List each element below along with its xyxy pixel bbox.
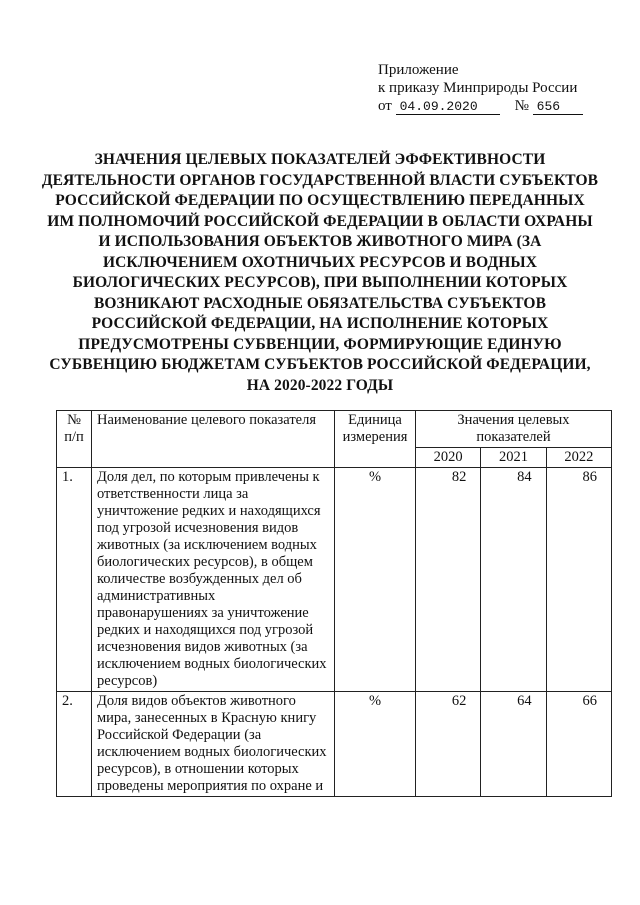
row-value-2021: 84	[481, 468, 546, 692]
appendix-order-ref: к приказу Минприроды России	[378, 80, 578, 96]
from-label: от	[378, 98, 392, 114]
header-unit: Единица измерения	[335, 411, 416, 468]
row-unit: %	[335, 692, 416, 797]
row-value-2022: 66	[546, 692, 611, 797]
header-name: Наименование целевого показателя	[92, 411, 335, 468]
header-num: № п/п	[57, 411, 92, 468]
order-number: 656	[533, 100, 583, 115]
header-values: Значения целевых показателей	[416, 411, 612, 448]
table-header-row	[57, 411, 612, 448]
table-row	[57, 692, 612, 797]
row-name: Доля видов объектов животного мира, занесенных в Красную книгу Российской Федерации (за исключением водных биологических ресурсов), в отношении которых проведены мероприятия по охране и	[92, 692, 335, 797]
row-value-2020: 62	[416, 692, 481, 797]
header-year-2022: 2022	[546, 448, 611, 468]
appendix-date-number-line	[378, 97, 583, 115]
indicators-table	[56, 410, 612, 797]
row-value-2022: 86	[546, 468, 611, 692]
row-unit: %	[335, 468, 416, 692]
document-title: ЗНАЧЕНИЯ ЦЕЛЕВЫХ ПОКАЗАТЕЛЕЙ ЭФФЕКТИВНОСТИ ДЕЯТЕЛЬНОСТИ ОРГАНОВ ГОСУДАРСТВЕННОЙ ВЛАСТИ СУБЪЕКТОВ РОССИЙСКОЙ ФЕДЕРАЦИИ ПО ОСУЩЕСТВЛЕНИЮ ПЕРЕДАННЫХ ИМ ПОЛНОМОЧИЙ РОССИЙСКОЙ ФЕДЕРАЦИИ В ОБЛАСТИ ОХРАНЫ И ИСПОЛЬЗОВАНИЯ ОБЪЕКТОВ ЖИВОТНОГО МИРА (ЗА ИСКЛЮЧЕНИЕМ ОХОТНИЧЬИХ РЕСУРСОВ И ВОДНЫХ БИОЛОГИЧЕСКИХ РЕСУРСОВ), ПРИ ВЫПОЛНЕНИИ КОТОРЫХ ВОЗНИКАЮТ РАСХОДНЫЕ ОБЯЗАТЕЛЬСТВА СУБЪЕКТОВ РОССИЙСКОЙ ФЕДЕРАЦИИ, НА ИСПОЛНЕНИЕ КОТОРЫХ ПРЕДУСМОТРЕНЫ СУБВЕНЦИИ, ФОРМИРУЮЩИЕ ЕДИНУЮ СУБВЕНЦИЮ БЮДЖЕТАМ СУБЪЕКТОВ РОССИЙСКОЙ ФЕДЕРАЦИИ, НА 2020-2022 ГОДЫ	[41, 151, 599, 394]
header-year-2021: 2021	[481, 448, 546, 468]
table-row	[57, 468, 612, 692]
row-value-2021: 64	[481, 692, 546, 797]
row-num: 1.	[57, 468, 92, 692]
appendix-block	[378, 61, 583, 115]
row-name: Доля дел, по которым привлечены к ответственности лица за уничтожение редких и находящихся под угрозой исчезновения видов животных (за исключением водных биологических ресурсов), в общем количестве возбужденных дел об административных правонарушениях за уничтожение редких и находящихся под угрозой исчезновения видов животных (за исключением водных биологических ресурсов)	[92, 468, 335, 692]
order-date: 04.09.2020	[396, 100, 500, 115]
row-value-2020: 82	[416, 468, 481, 692]
row-num: 2.	[57, 692, 92, 797]
appendix-title: Приложение	[378, 62, 459, 78]
header-year-2020: 2020	[416, 448, 481, 468]
number-label: №	[514, 98, 529, 114]
